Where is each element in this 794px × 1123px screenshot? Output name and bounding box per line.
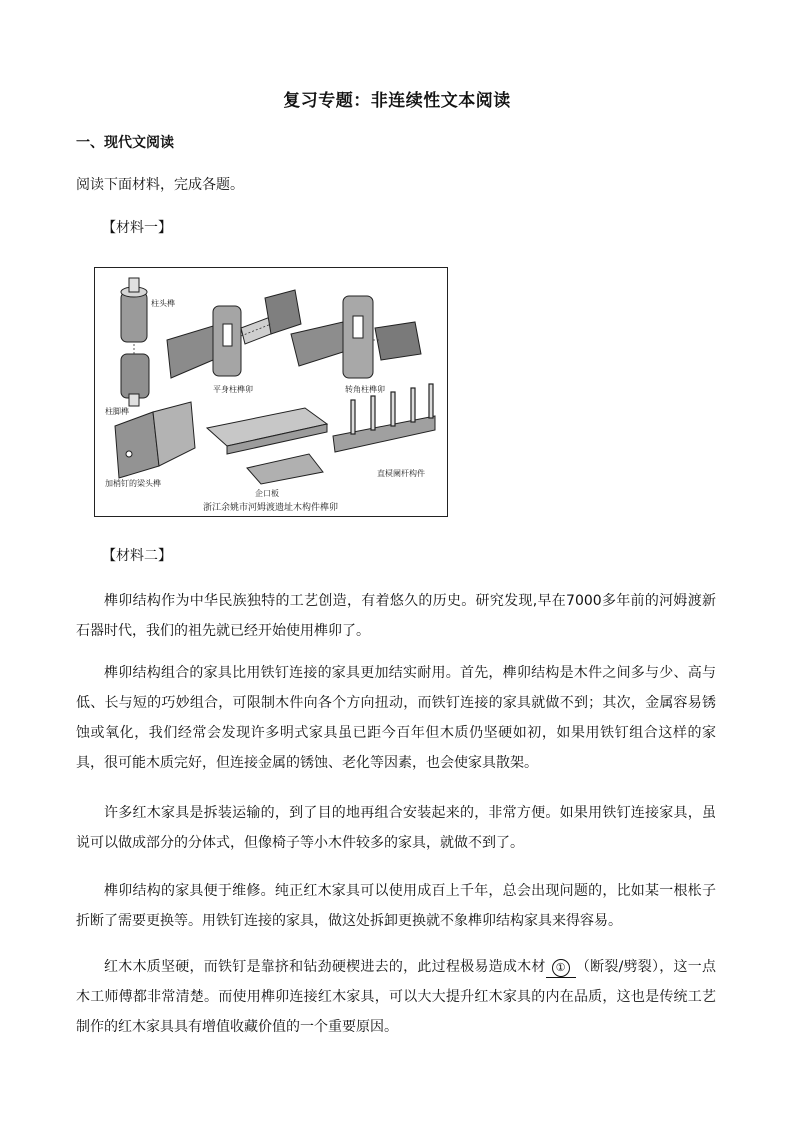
page-title: 复习专题：非连续性文本阅读 bbox=[283, 91, 511, 111]
section-heading: 一、现代文阅读 bbox=[76, 135, 174, 151]
label-jiaxiaoding: 加梢钉的梁头榫 bbox=[105, 479, 161, 488]
blank-number: ① bbox=[552, 959, 570, 977]
figure-caption: 浙江余姚市河姆渡遗址木构件榫卯 bbox=[202, 503, 338, 513]
label-zhilinglangan: 直棂阑杆构件 bbox=[377, 469, 425, 478]
paragraph-5-after: （断裂/劈裂），这一点木工师傅都非常清楚。而使用榫卯连接红木家具，可以大大提升红木家具的内在品质，这也是传统工艺制作的红木家具具有增值收藏价值的一个重要原因。 bbox=[76, 959, 717, 1035]
paragraph-5 bbox=[76, 952, 716, 1042]
instruction-text: 阅读下面材料，完成各题。 bbox=[76, 177, 244, 193]
label-zhutousun: 柱头榫 bbox=[151, 299, 175, 308]
answer-blank bbox=[546, 958, 576, 978]
material2-label: 【材料二】 bbox=[102, 548, 172, 564]
material1-label: 【材料一】 bbox=[102, 220, 172, 236]
label-pingshen: 平身柱榫卯 bbox=[213, 385, 253, 394]
label-zhuanjiao: 转角柱榫卯 bbox=[345, 385, 385, 394]
paragraph-1: 榫卯结构作为中华民族独特的工艺创造，有着悠久的历史。研究发现,早在7000多年前的河姆渡新石器时代，我们的祖先就已经开始使用榫卯了。 bbox=[76, 593, 716, 639]
paragraph-2: 榫卯结构组合的家具比用铁钉连接的家具更加结实耐用。首先，榫卯结构是木件之间多与少、高与低、长与短的巧妙组合，可限制木件向各个方向扭动，而铁钉连接的家具就做不到；其次，金属容易锈蚀或氧化，我们经常会发现许多明式家具虽已距今百年但木质仍坚硬如初，如果用铁钉组合这样的家具，很可能木质完好，但连接金属的锈蚀、老化等因素，也会使家具散架。 bbox=[76, 665, 716, 771]
paragraph-5-before: 红木木质坚硬，而铁钉是靠挤和钻劲硬楔进去的，此过程极易造成木材 bbox=[104, 959, 546, 975]
label-zhujiaosun: 柱脚榫 bbox=[105, 407, 129, 416]
paragraph-3: 许多红木家具是拆装运输的，到了目的地再组合安装起来的，非常方便。如果用铁钉连接家具，虽说可以做成部分的分体式，但像椅子等小木件较多的家具，就做不到了。 bbox=[76, 805, 716, 851]
label-qikouban: 企口板 bbox=[255, 489, 279, 498]
paragraph-4: 榫卯结构的家具便于维修。纯正红木家具可以使用成百上千年，总会出现问题的，比如某一根枨子折断了需要更换等。用铁钉连接的家具，做这处拆卸更换就不象榫卯结构家具来得容易。 bbox=[76, 883, 716, 929]
mortise-tenon-figure bbox=[94, 267, 448, 517]
